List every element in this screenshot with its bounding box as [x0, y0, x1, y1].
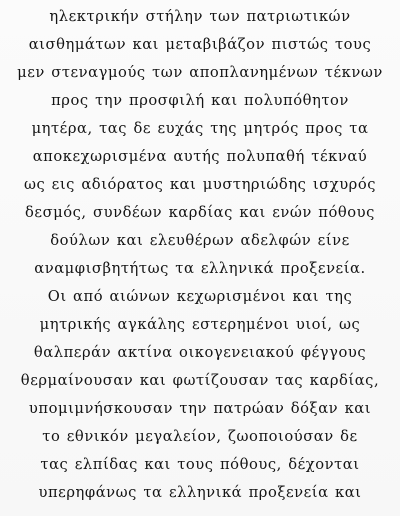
text-line-7: ως εις αδιόρατος και μυστηριώδης ισχυρός: [23, 176, 377, 193]
text-line-9: δούλων και ελευθέρων αδελφών είνε: [50, 232, 350, 249]
text-line-8: δεσμός, συνδέων καρδίας και ενών πόθους: [25, 204, 375, 221]
text-line-6: αποκεχωρισμένα αυτής πολυπαθή τέκναύ: [32, 148, 368, 165]
text-line-18: υπερηφάνως τα ελληνικά προξενεία και: [38, 484, 362, 501]
text-line-13: θαλπεράν ακτίνα οικογενειακού φέγγους: [33, 344, 367, 361]
text-line-14: θερμαίνουσαν και φωτίζουσαν τας καρδίας,: [20, 372, 380, 389]
text-line-4: προς την προσφιλή και πολυπόθητον: [51, 92, 349, 109]
text-line-10: αναμφισβητήτως τα ελληνικά προξενεία.: [34, 260, 366, 277]
text-line-17: τας ελπίδας και τους πόθους, δέχονται: [40, 456, 360, 473]
text-line-16: το εθνικόν μεγαλείον, ζωοποιούσαν δε: [42, 428, 358, 445]
text-line-3: μεν στεναγμούς των αποπλανημένων τέκνων: [17, 64, 383, 81]
text-line-2: αισθημάτων και μεταβιβάζον πιστώς τους: [28, 36, 372, 53]
text-line-5: μητέρα, τας δε ευχάς της μητρός προς τα: [31, 120, 369, 137]
text-line-12: μητρικής αγκάλης εστερημένοι υιοί, ως: [39, 316, 361, 333]
text-line-1: ηλεκτρικήν στήλην των πατριωτικών: [49, 8, 351, 25]
text-line-11: Οι από αιώνων κεχωρισμένοι και της: [47, 288, 353, 305]
text-line-15: υπομιμνήσκουσαν την πατρώαν δόξαν και: [28, 400, 372, 417]
